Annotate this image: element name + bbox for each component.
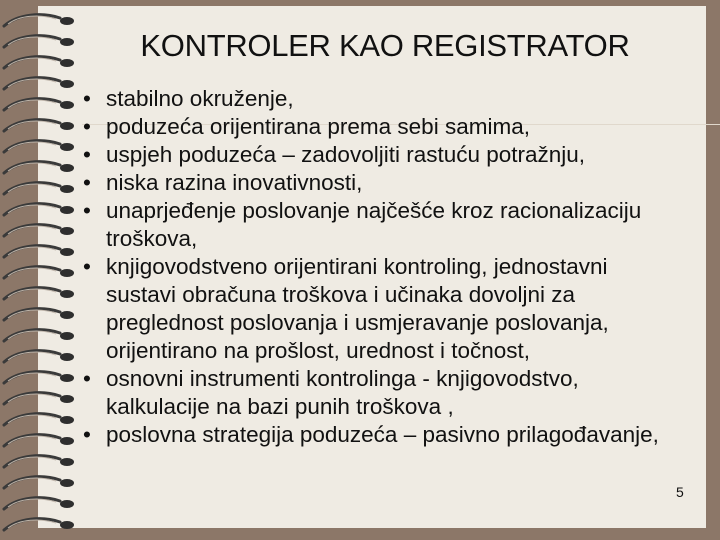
bullet-item [80,421,680,449]
spiral-ring [4,246,74,257]
spiral-ring [4,15,74,26]
bullet-text: niska razina inovativnosti, [106,170,363,195]
bullet-item [80,253,680,365]
bullet-dot: • [83,198,91,223]
spiral-ring [4,393,74,404]
bullet-text: knjigovodstveno orijentirani kontroling, jednostavni sustavi obračuna troškova i učinaka dovoljni za preglednost poslovanja i usmjeravanje poslovanja, orijentirano na prošlost, urednost i točnost, [106,254,609,363]
spiral-ring [4,519,74,530]
slide-title: KONTROLER KAO REGISTRATOR [140,28,630,63]
bullet-dot: • [83,142,91,167]
spiral-ring [4,288,74,299]
bullet-dot: • [83,170,91,195]
spiral-ring [4,309,74,320]
spiral-ring [4,204,74,215]
bullet-text: stabilno okruženje, [106,86,294,111]
bullet-item [80,85,680,113]
spiral-ring [4,183,74,194]
bullet-dot: • [83,86,91,111]
bullet-dot: • [83,114,91,139]
spiral-ring [4,372,74,383]
bullet-text: unaprjeđenje poslovanje najčešće kroz racionalizaciju troškova, [106,198,642,251]
bullet-text: poslovna strategija poduzeća – pasivno prilagođavanje, [106,422,659,447]
spiral-ring [4,351,74,362]
spiral-ring [4,477,74,488]
spiral-ring [4,414,74,425]
spiral-ring [4,330,74,341]
bullet-text: uspjeh poduzeća – zadovoljiti rastuću potražnju, [106,142,586,167]
bullet-dot: • [83,422,91,447]
spiral-ring [4,36,74,47]
spiral-ring [4,162,74,173]
spiral-ring [4,225,74,236]
bullet-item [80,365,680,421]
spiral-ring [4,435,74,446]
spiral-ring [4,456,74,467]
bullet-item [80,113,680,141]
spiral-ring [4,78,74,89]
bullet-list [80,85,680,449]
spiral-ring [4,120,74,131]
spiral-ring [4,99,74,110]
spiral-ring [4,57,74,68]
spiral-ring [4,267,74,278]
bullet-item [80,169,680,197]
spiral-ring [4,141,74,152]
spiral-ring [4,498,74,509]
bullet-dot: • [83,366,91,391]
bullet-item [80,141,680,169]
page-number: 5 [676,484,684,500]
spiral-binding-icon [0,0,82,540]
bullet-text: poduzeća orijentirana prema sebi samima, [106,114,530,139]
bullet-dot: • [83,254,91,279]
bullet-text: osnovni instrumenti kontrolinga - knjigovodstvo, kalkulacije na bazi punih troškova , [106,366,579,419]
bullet-item [80,197,680,253]
